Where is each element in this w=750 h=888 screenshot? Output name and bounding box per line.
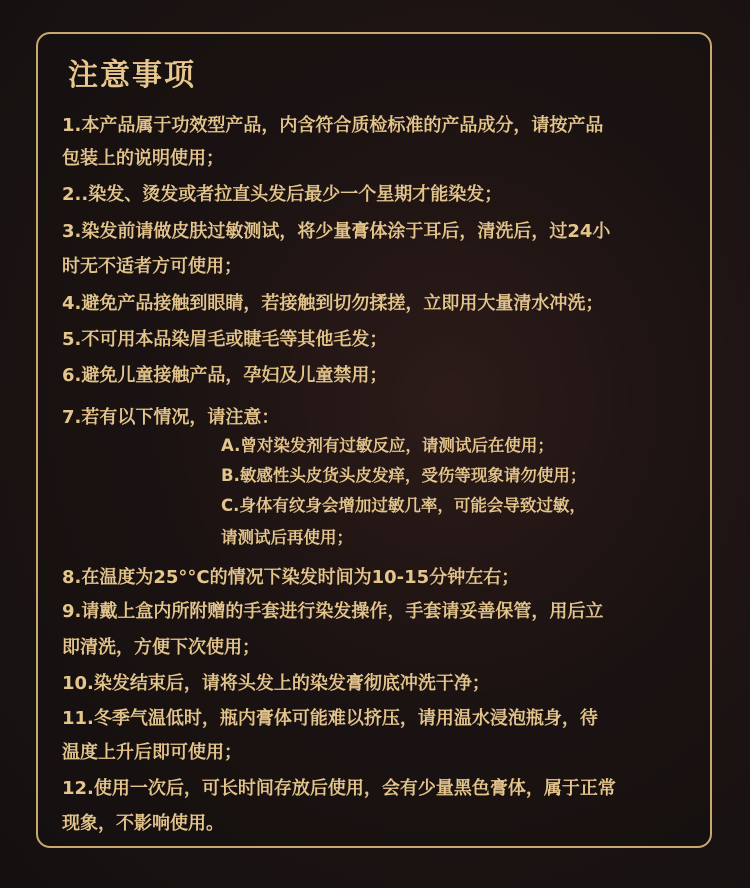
notice-line: 包装上的说明使用； [62,148,224,169]
notice-line: 11.冬季气温低时，瓶内膏体可能难以挤压，请用温水浸泡瓶身，待 [62,708,598,729]
notice-subitem: 请测试后再使用； [221,528,353,547]
notice-line: 4.避免产品接触到眼睛，若接触到切勿揉搓，立即用大量清水冲洗； [62,293,604,314]
notice-line: 3.染发前请做皮肤过敏测试，将少量膏体涂于耳后，清洗后，过24小 [62,221,611,242]
notice-line: 1.本产品属于功效型产品，内含符合质检标准的产品成分，请按产品 [62,115,604,136]
notice-line: 9.请戴上盒内所附赠的手套进行染发操作，手套请妥善保管，用后立 [62,601,604,622]
notice-line: 时无不适者方可使用； [62,256,242,277]
notice-line: 7.若有以下情况，请注意： [62,407,280,428]
notice-line: 5.不可用本品染眉毛或睫毛等其他毛发； [62,329,388,350]
notice-line: 12.使用一次后，可长时间存放后使用，会有少量黑色膏体，属于正常 [62,778,616,799]
notice-subitem: B.敏感性头皮货头皮发痒，受伤等现象请勿使用； [221,466,587,485]
notice-line: 温度上升后即可使用； [62,742,242,763]
notice-line: 8.在温度为25°°C的情况下染发时间为10-15分钟左右； [62,567,520,588]
page-title: 注意事项 [68,58,196,93]
notice-line: 即清洗，方便下次使用； [62,637,260,658]
notice-line: 现象，不影响使用。 [62,813,224,834]
notice-line: 6.避免儿童接触产品，孕妇及儿童禁用； [62,365,388,386]
notice-subitem: C.身体有纹身会增加过敏几率，可能会导致过敏， [221,496,586,515]
notice-subitem: A.曾对染发剂有过敏反应，请测试后在使用； [221,436,554,455]
notice-line: 10.染发结束后，请将头发上的染发膏彻底冲洗干净； [62,673,490,694]
notice-line: 2..染发、烫发或者拉直头发后最少一个星期才能染发； [62,184,503,205]
